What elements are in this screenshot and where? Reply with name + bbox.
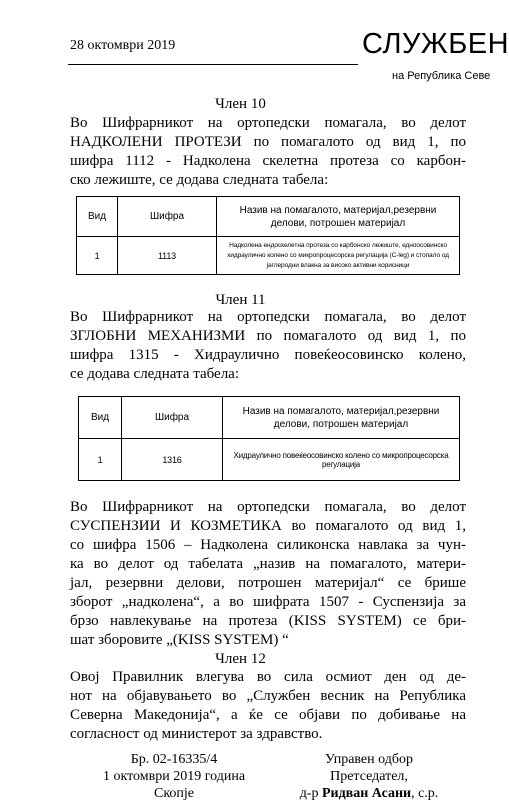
signatory-block — [290, 751, 448, 802]
text-line: шифра 1112 - Надколена скелетна протеза со карбон- — [70, 153, 466, 169]
text-line: ЗГЛОБНИ МЕХАНИЗМИ по помагалото од вид 1, по — [70, 328, 466, 344]
text-line: се додава следната табела: — [70, 366, 240, 382]
table-row — [77, 237, 460, 275]
text-line: НАДКОЛЕНИ ПРОТЕЗИ по помагалото од вид 1, по — [70, 134, 466, 150]
document-reference-block — [88, 751, 260, 802]
column-header-sifra: Шифра — [118, 197, 217, 237]
header-rule — [68, 64, 358, 65]
table-header-row — [79, 397, 460, 439]
text-line: брзо навлекување на протеза (KISS SYSTEM) се бри- — [70, 613, 466, 629]
article-11-table — [78, 396, 460, 481]
article-12-paragraph — [70, 668, 466, 744]
reference-number: Бр. 02-16335/4 — [130, 752, 218, 767]
text-line: согласност од министерот за здравство. — [70, 726, 323, 742]
column-header-naziv: Назив на помагалото, материјал,резервни делови, потрошен материјал — [217, 197, 460, 237]
gazette-masthead: СЛУЖБЕН — [362, 28, 509, 60]
text-line: Во Шифрарникот на ортопедски помагала, во делот — [70, 115, 466, 131]
article-11-paragraph-2 — [70, 498, 466, 650]
cell-naziv-line: јаглеродни влакна за високо активни корисници — [266, 261, 410, 269]
article-12-heading: Член 12 — [215, 651, 266, 667]
signatory-body: Управен одбор — [325, 752, 413, 767]
table-header-row — [77, 197, 460, 237]
text-line: шифра 1315 - Хидраулично повеќеосовинско колено, — [70, 347, 466, 363]
cell-vid: 1 — [77, 237, 118, 275]
signatory-name: Ридван Асани — [321, 786, 412, 801]
cell-naziv: Хидраулично повеќеосовинско колено со микропроцесорска регулација — [223, 439, 460, 481]
column-header-naziv: Назив на помагалото, материјал,резервни делови, потрошен материјал — [223, 397, 460, 439]
signing-date: 1 октомври 2019 година — [102, 769, 246, 784]
signatory-role: Претседател, — [330, 769, 408, 784]
text-line: ка во делот од табелата „назив на помагалото, матери- — [70, 556, 466, 572]
text-line: нот на објавувањето во „Службен весник на Република — [70, 688, 466, 704]
cell-vid: 1 — [79, 439, 122, 481]
text-line: Во Шифрарникот на ортопедски помагала, во делот — [70, 309, 466, 325]
article-10-heading: Член 10 — [215, 96, 266, 112]
column-header-sifra: Шифра — [122, 397, 223, 439]
column-header-vid: Вид — [79, 397, 122, 439]
article-10-paragraph — [70, 114, 466, 190]
article-10-table — [76, 196, 460, 275]
text-line: ско лежиште, се додава следната табела: — [70, 172, 329, 188]
text-line: Овој Правилник влегува во сила осмиот ден од де- — [70, 669, 466, 685]
table-row — [79, 439, 460, 481]
column-header-vid: Вид — [77, 197, 118, 237]
cell-naziv-line: Надколена ендоскелетна протеза со карбонско лежиште, едноосовинско — [229, 241, 447, 249]
text-line: со шифра 1506 – Надколена силиконска навлака за чун- — [70, 537, 466, 553]
text-line: Во Шифрарникот на ортопедски помагала, во делот — [70, 499, 466, 515]
article-11-paragraph — [70, 308, 466, 384]
text-line: Северна Македонија“, а ќе се објави по добивање на — [70, 707, 466, 723]
article-11-heading: Член 11 — [215, 292, 266, 308]
cell-naziv-line: хидраулично колено со микропроцесорска регулација (C-leg) и стопало од — [227, 251, 449, 259]
signatory-suffix: , с.р. — [411, 786, 439, 801]
text-line: шат зборовите „(KISS SYSTEM) “ — [70, 632, 289, 648]
gazette-masthead-subtitle: на Република Севе — [392, 70, 491, 82]
cell-sifra: 1316 — [122, 439, 223, 481]
text-line: јал, резервни делови, потрошен материјал“ се брише — [70, 575, 466, 591]
signatory-title: д-р — [299, 786, 322, 801]
issue-date: 28 октомври 2019 — [70, 38, 176, 53]
text-line: зборот „надколена“, а во шифрата 1507 - Суспензија за — [70, 594, 466, 610]
signing-place: Скопје — [153, 786, 195, 801]
signatory-name-line — [290, 785, 448, 802]
text-line: СУСПЕНЗИИ И КОЗМЕТИКА во помагалото од вид 1, — [70, 518, 466, 534]
cell-sifra: 1113 — [118, 237, 217, 275]
cell-naziv — [217, 237, 460, 275]
